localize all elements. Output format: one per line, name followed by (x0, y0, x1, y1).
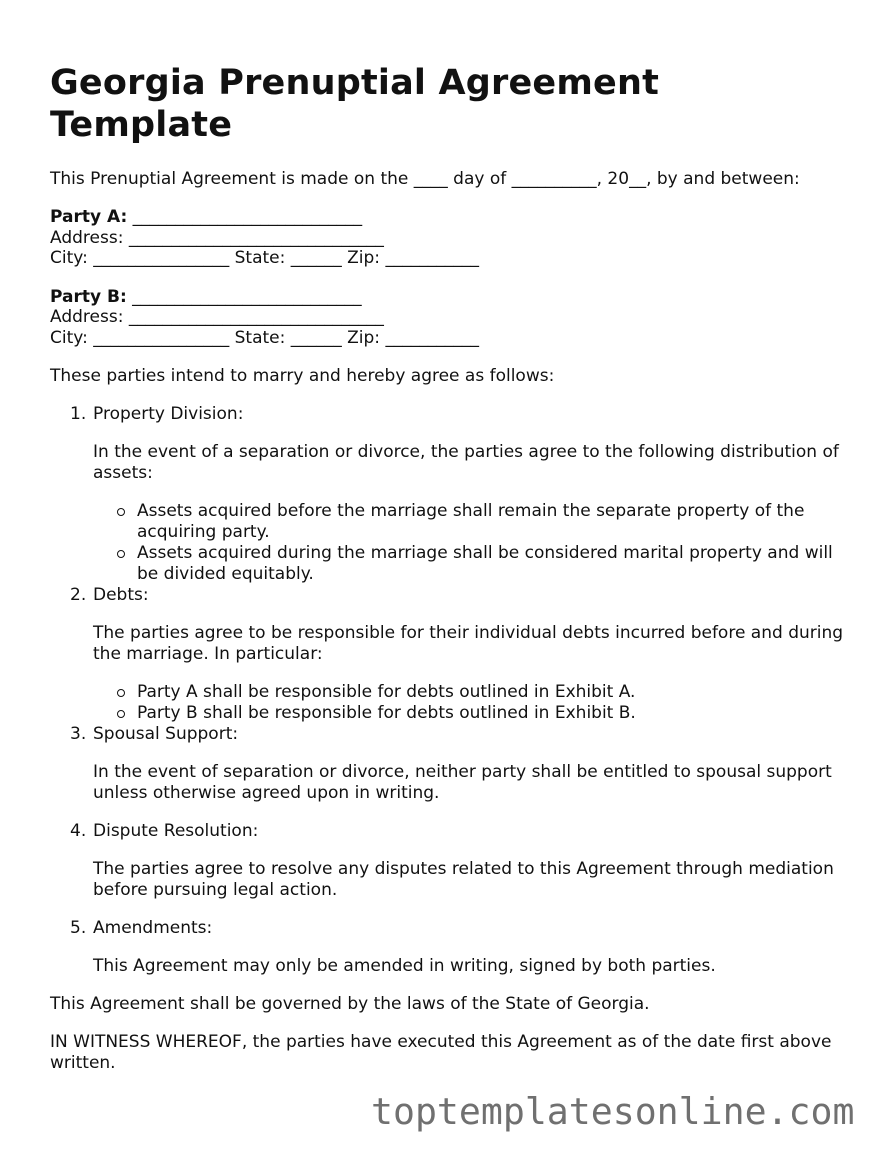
document-title (50, 62, 850, 146)
clause-body: The parties agree to resolve any disputes related to this Agreement through mediation before pursuing legal action. (93, 859, 834, 900)
bullet-circle-icon (117, 689, 125, 697)
clause-heading: Debts: (93, 585, 149, 605)
party-a-address: Address: ______________________________ (50, 227, 384, 248)
list-item (93, 501, 850, 543)
lead-paragraph: These parties intend to marry and hereby agree as follows: (50, 366, 555, 386)
bullet-circle-icon (117, 550, 125, 558)
party-b-name-line (50, 287, 850, 308)
party-a-label: Party A: (50, 207, 128, 227)
clause-property-division (50, 404, 850, 585)
bullet-circle-icon (117, 508, 125, 516)
party-b-city-line: City: ________________ State: ______ Zip: ___________ (50, 327, 479, 348)
party-b-address: Address: ______________________________ (50, 307, 384, 327)
bullet-circle-icon (117, 710, 125, 718)
clause-number: 2. (70, 585, 87, 605)
clause-number: 1. (70, 404, 87, 424)
list-item-text: Assets acquired during the marriage shall be considered marital property and will be divided equitably. (137, 543, 833, 584)
party-a-city-line: City: ________________ State: ______ Zip: ___________ (50, 248, 479, 268)
list-item (93, 703, 850, 724)
intro-paragraph: This Prenuptial Agreement is made on the ____ day of __________, 20__, by and between: (50, 169, 800, 189)
clause-body: The parties agree to be responsible for their individual debts incurred before and during the marriage. In particular: (93, 623, 844, 664)
title-line-1: Georgia Prenuptial Agreement (50, 63, 660, 103)
list-item (93, 682, 850, 703)
list-item (93, 543, 850, 585)
party-a-name-line (50, 207, 850, 228)
clause-number: 3. (70, 724, 87, 744)
document-page (50, 62, 850, 1074)
witness-paragraph: IN WITNESS WHEREOF, the parties have executed this Agreement as of the date first above written. (50, 1032, 832, 1073)
clause-amendments (50, 918, 850, 977)
clause-body: This Agreement may only be amended in writing, signed by both parties. (93, 956, 716, 976)
clause-heading: Dispute Resolution: (93, 821, 259, 841)
clause-sub-list (93, 682, 850, 724)
clause-spousal-support (50, 724, 850, 804)
site-watermark: toptemplatesonline.com (371, 1090, 855, 1133)
party-a-name-blank: ___________________________ (127, 207, 363, 227)
party-b-block (50, 287, 850, 349)
list-item-text: Party A shall be responsible for debts outlined in Exhibit A. (137, 682, 636, 702)
list-item-text: Party B shall be responsible for debts outlined in Exhibit B. (137, 703, 636, 723)
clause-heading: Amendments: (93, 918, 213, 938)
clause-debts (50, 585, 850, 724)
title-line-2: Template (50, 105, 233, 145)
clause-body: In the event of separation or divorce, neither party shall be entitled to spousal support unless otherwise agreed upon in writing. (93, 762, 832, 803)
clause-number: 5. (70, 918, 87, 938)
clause-sub-list (93, 501, 850, 585)
party-b-name-blank: ___________________________ (126, 286, 362, 307)
party-a-block (50, 207, 850, 269)
clause-number: 4. (70, 821, 87, 841)
governing-law-paragraph: This Agreement shall be governed by the laws of the State of Georgia. (50, 994, 650, 1014)
clauses-list (50, 404, 850, 977)
clause-heading: Property Division: (93, 404, 244, 424)
clause-heading: Spousal Support: (93, 724, 239, 744)
clause-dispute-resolution (50, 821, 850, 901)
party-b-label: Party B: (50, 286, 127, 307)
list-item-text: Assets acquired before the marriage shall remain the separate property of the acquiring party. (137, 501, 805, 542)
clause-body: In the event of a separation or divorce, the parties agree to the following distribution of assets: (93, 442, 839, 483)
